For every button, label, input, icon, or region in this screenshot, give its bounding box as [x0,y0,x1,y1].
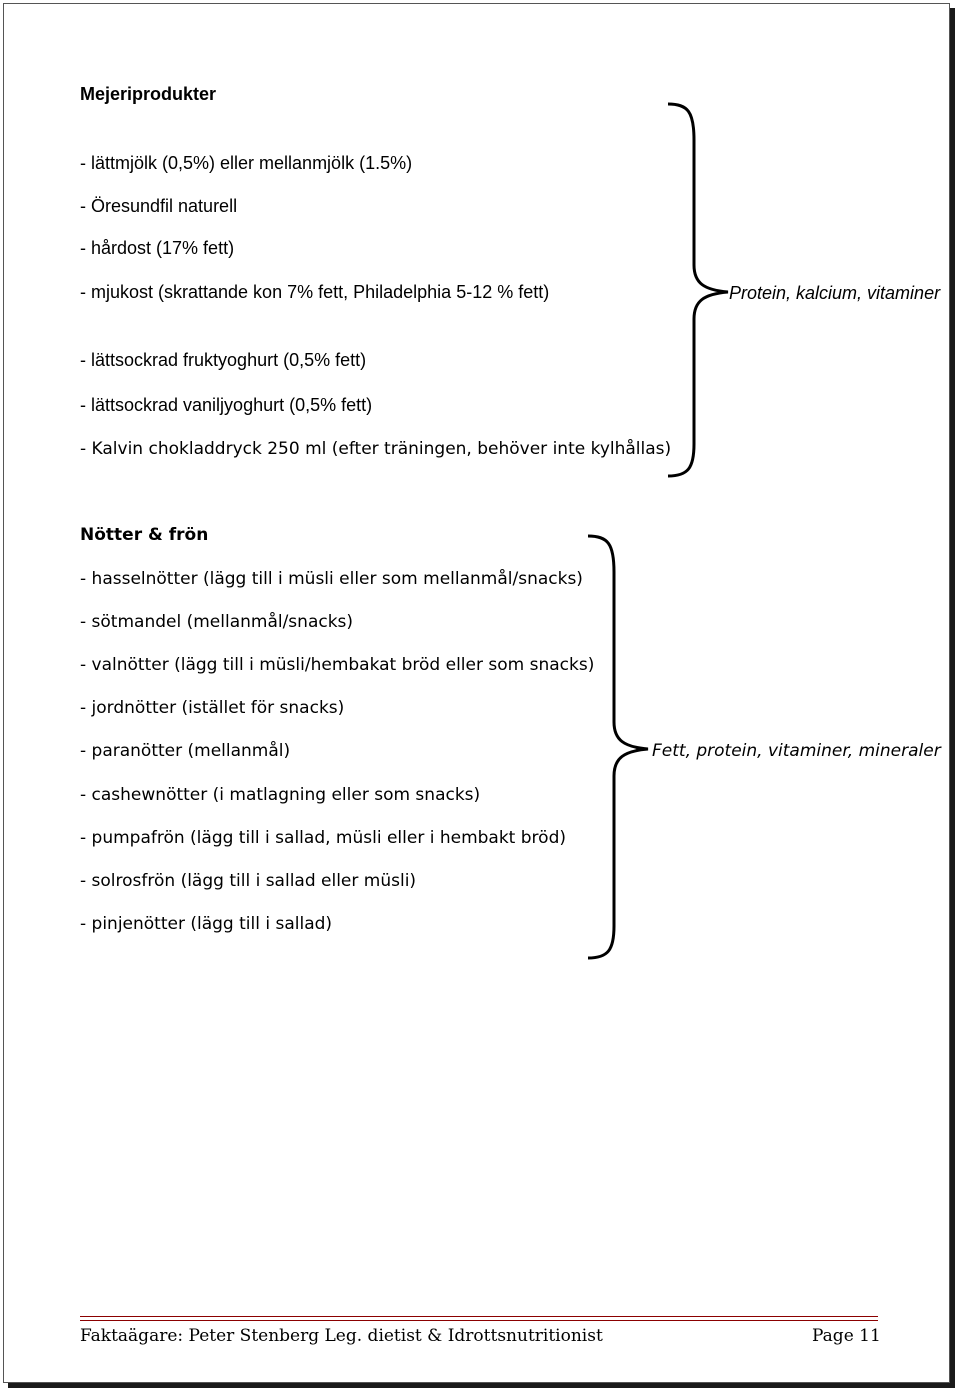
curly-brace-dairy [660,100,740,480]
footer-rule [80,1320,878,1321]
list-item: - Kalvin chokladdryck 250 ml (efter träningen, behöver inte kylhållas) [80,439,672,459]
list-item: - Öresundfil naturell [80,196,238,216]
list-item: - hårdost (17% fett) [80,238,235,258]
list-item: - jordnötter (istället för snacks) [80,698,345,718]
list-item: - lättmjölk (0,5%) eller mellanmjölk (1.5%) [80,153,413,173]
list-item: - cashewnötter (i matlagning eller som snacks) [80,785,481,805]
nutrients-nuts: Fett, protein, vitaminer, mineraler [652,741,941,761]
footer-rule [80,1316,878,1317]
nutrients-dairy: Protein, kalcium, vitaminer [729,283,941,303]
list-item: - pumpafrön (lägg till i sallad, müsli eller i hembakt bröd) [80,828,566,848]
list-item: - sötmandel (mellanmål/snacks) [80,612,354,632]
footer-author: Faktaägare: Peter Stenberg Leg. dietist & Idrottsnutritionist [80,1326,603,1346]
curly-brace-nuts [580,532,660,962]
section-heading-dairy: Mejeriprodukter [80,84,217,104]
list-item: - mjukost (skrattande kon 7% fett, Philadelphia 5-12 % fett) [80,282,550,302]
list-item: - lättsockrad fruktyoghurt (0,5% fett) [80,350,367,370]
list-item: - paranötter (mellanmål) [80,741,291,761]
list-item: - valnötter (lägg till i müsli/hembakat bröd eller som snacks) [80,655,595,675]
page-number: Page 11 [812,1326,881,1346]
list-item: - pinjenötter (lägg till i sallad) [80,914,333,934]
section-heading-nuts: Nötter & frön [80,525,209,545]
list-item: - lättsockrad vaniljyoghurt (0,5% fett) [80,395,373,415]
list-item: - solrosfrön (lägg till i sallad eller müsli) [80,871,417,891]
list-item: - hasselnötter (lägg till i müsli eller som mellanmål/snacks) [80,569,583,589]
